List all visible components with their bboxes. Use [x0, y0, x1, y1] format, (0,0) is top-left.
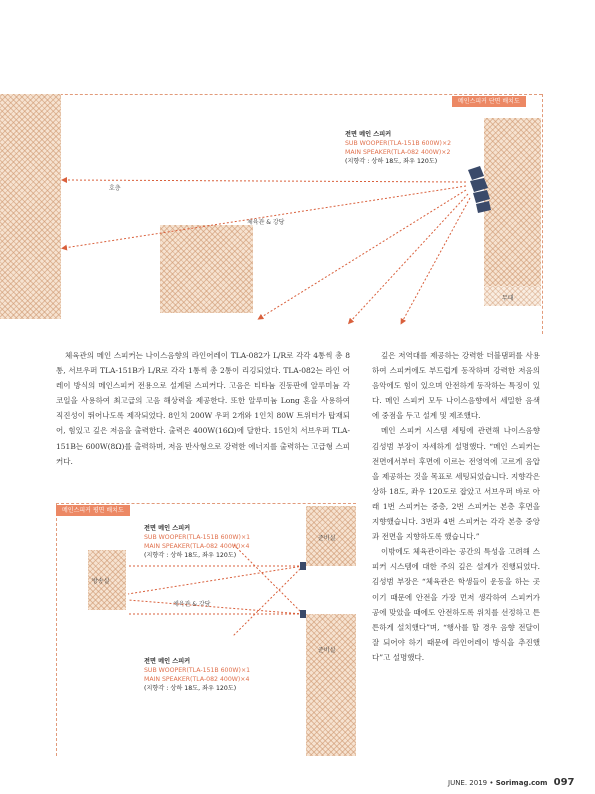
page-footer — [448, 777, 575, 788]
spec-main: MAIN SPEAKER(TLA-082 400W)×4 — [144, 543, 250, 550]
article-paragraph: 체육관의 메인 스피커는 나이스음향의 라인어레이 TLA-082가 L/R로 각각 4통씩 총 8통, 서브우퍼 TLA-151B가 L/R로 각각 1통씩 총 2통이 리깅되었다. TLA-082는 라인 어레이 방식의 메인스피커 전용으로 설계된 스피커다. 고음은 티타늄 진동판에 알루미늄 각코일을 사용하여 최고급의 고음 해상력을 제공한다. 또한 알루미늄 Long 혼을 사용하여 직진성이 뛰어나도록 제작되었다. 8인치 200W 우퍼 2개와 1인치 80W 트위터가 탑재되어, 힘있고 깊은 저음을 출력한다. 출력은 400W(16Ω)에 달한다. 15인치 서브우퍼 TLA-151B는 600W(8Ω)를 출력하며, 저음 반사형으로 강력한 에너지를 출력하는 고급형 스피커다. — [56, 351, 350, 466]
article-paragraph: 깊은 저역대를 제공하는 강력한 더블댐퍼를 사용하여 스피커에도 부드럽게 동작하며 강력한 저음의 음악에도 힘이 있으며 안전하게 동작하는 특징이 있다. 메인 스피커 모두 나이스음향에서 세밀한 음색에 중점을 두고 설계 및 제조했다. — [372, 351, 540, 421]
spec-sub: SUB WOOPER(TLA-151B 600W)×2 — [345, 140, 452, 147]
article-paragraph: 메인 스피커 시스템 세팅에 관련해 나이스음향 김성범 부장이 자세하게 설명했다. “메인 스피커는 전면에서부터 후면에 이르는 전영역에 고르게 음압을 제공하는 것을 목표로 세팅되었습니다. 지향각은 상하 18도, 좌우 120도로 잡았고 서브우퍼 바로 아래 1번 스피커는 중층, 2번 스피커는 본층 후면을 지향했습니다. 3번과 4번 스피커는 각각 본층 중앙과 전면을 지향하도록 했습니다.” — [372, 426, 540, 542]
article-paragraph: 이밖에도 체육관이라는 공간의 특성을 고려해 스피커 시스템에 대한 주의 깊은 설계가 진행되었다. 김성범 부장은 “체육관은 학생들이 운동을 하는 곳이기 때문에 안전을 가장 먼저 생각하여 스피커가 공에 맞았을 때에도 안전하도록 위치를 선정하고 튼튼하게 설치했다”며, “행사를 할 경우 음향 전달이 잘 되어야 하기 때문에 라인어레이 방식을 추진했다”고 설명했다. — [372, 547, 540, 662]
spec-title: 전면 메인 스피커 — [144, 525, 191, 532]
footer-site: Sorimag.com — [495, 779, 548, 787]
gym-label: 체육관 & 강당 — [247, 219, 285, 226]
footer-month: JUNE. 2019 — [448, 779, 488, 787]
spec-title: 전면 메인 스피커 — [144, 658, 191, 665]
footer-separator: • — [489, 779, 494, 787]
plan-gym-label: 체육관 & 강당 — [173, 601, 211, 608]
spec-title: 전면 메인 스피커 — [345, 131, 392, 138]
article-right-column — [372, 348, 540, 665]
diagram1-tag: 메인스피커 단면 배치도 — [452, 96, 526, 107]
broadcast-room-label: 방송실 — [92, 578, 110, 585]
spec-main: MAIN SPEAKER(TLA-082 400W)×4 — [144, 676, 250, 683]
prep-room-top-label: 준비실 — [318, 535, 336, 542]
page-number: 097 — [553, 777, 575, 788]
spec-main: MAIN SPEAKER(TLA-082 400W)×2 — [345, 149, 451, 156]
stage-label: 무대 — [502, 295, 514, 302]
spec-angle: (지향각 : 상하 18도, 좌우 120도) — [144, 552, 237, 559]
speaker-icon — [300, 562, 306, 618]
spec-angle: (지향각 : 상하 18도, 좌우 120도) — [144, 685, 237, 692]
spec-sub: SUB WOOPER(TLA-151B 600W)×1 — [144, 534, 251, 541]
prep-room-bottom-label: 준비실 — [318, 647, 336, 654]
spec-sub: SUB WOOPER(TLA-151B 600W)×1 — [144, 667, 251, 674]
spec-angle: (지향각 : 상하 18도, 좌우 120도) — [345, 158, 438, 165]
balcony-label: 호층 — [109, 185, 121, 192]
diagram2-tag: 메인스피커 평면 배치도 — [56, 505, 130, 516]
